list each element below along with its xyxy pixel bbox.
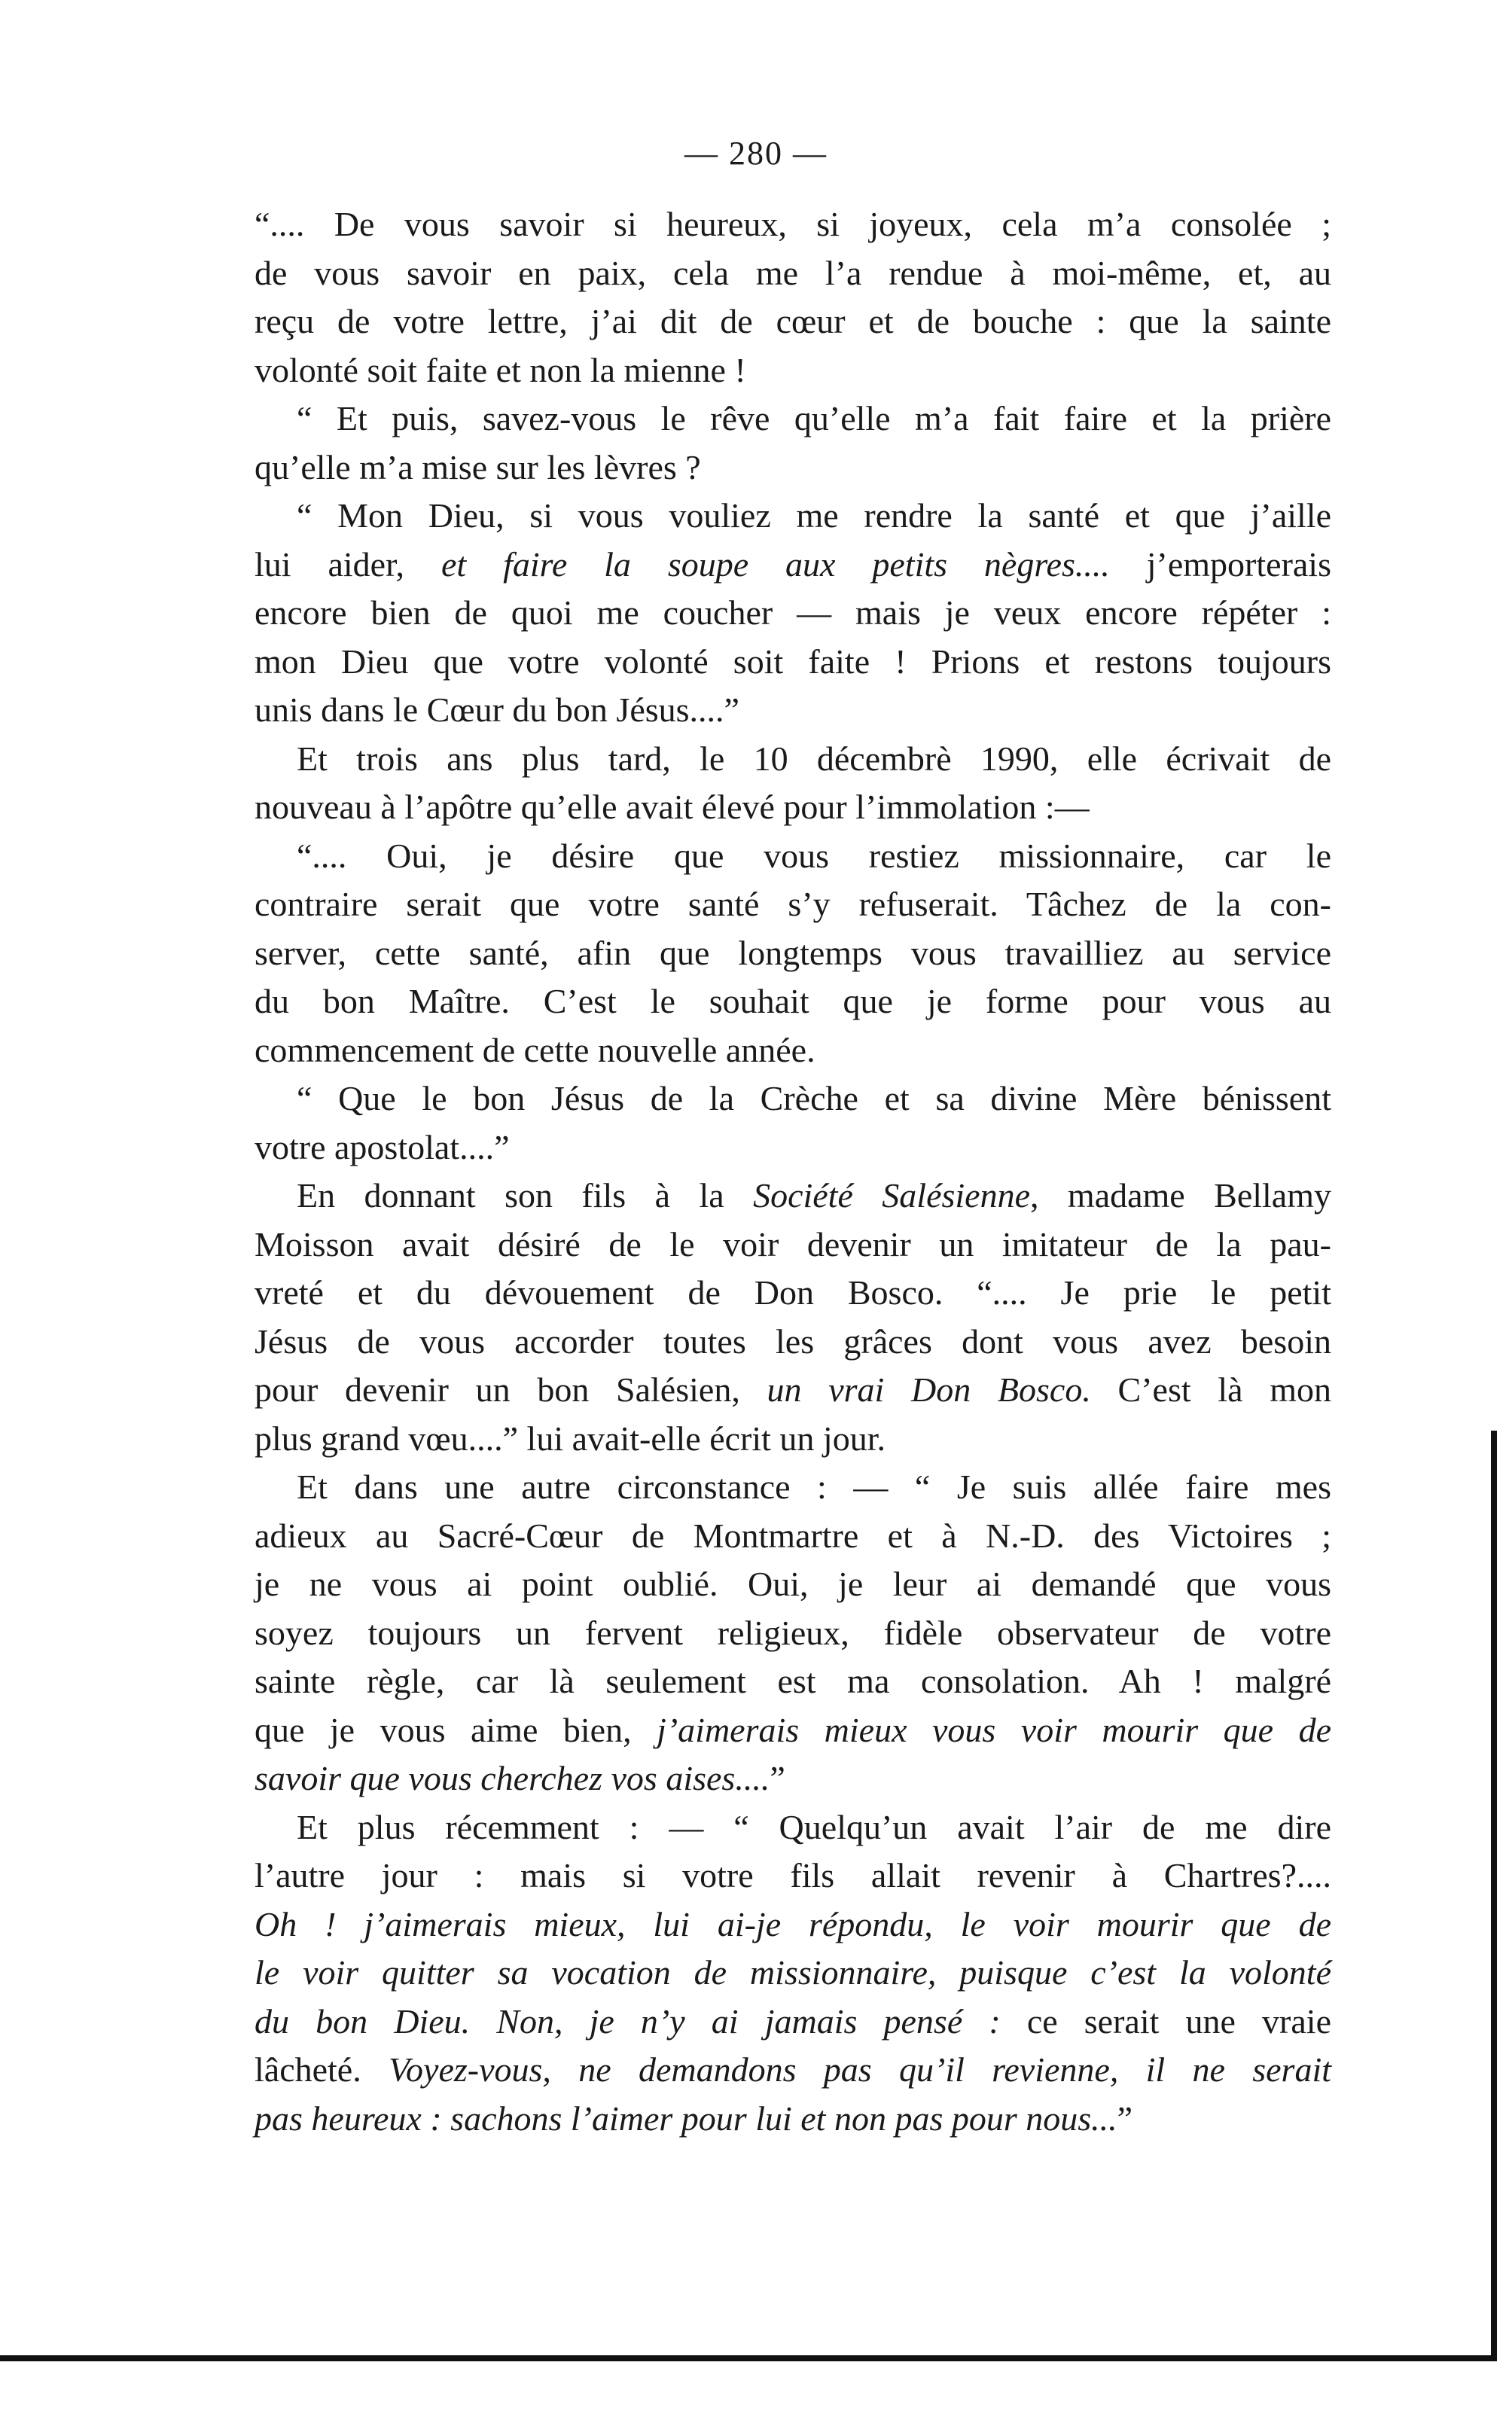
italic-text: un vrai Don Bosco. xyxy=(767,1370,1091,1409)
text-segment: adieux au Sacré-Cœur de Montmartre et à N.-D. des Victoires ; xyxy=(255,1516,1331,1555)
text-segment: lui aider, xyxy=(255,544,441,584)
text-line xyxy=(255,1803,1331,1852)
body-text xyxy=(255,200,1331,2143)
italic-text: Société Salésienne xyxy=(753,1176,1030,1215)
text-segment: du bon Maître. C’est le souhait que je forme pour vous au xyxy=(255,982,1331,1020)
text-line xyxy=(255,1706,1331,1755)
text-line xyxy=(255,1949,1331,1998)
text-segment: encore bien de quoi me coucher — mais je veux encore répéter : xyxy=(255,593,1331,632)
italic-text: pas heureux : sachons l’aimer pour lui et non pas pour nous... xyxy=(255,2099,1117,2138)
text-line xyxy=(255,1463,1331,1512)
text-line xyxy=(255,1560,1331,1609)
text-segment: “ Que le bon Jésus de la Crèche et sa divine Mère bénissent xyxy=(297,1079,1331,1117)
text-line xyxy=(255,1366,1331,1415)
text-line xyxy=(255,395,1331,443)
text-line xyxy=(255,346,1331,395)
text-line xyxy=(255,200,1331,249)
text-segment: “ Et puis, savez-vous le rêve qu’elle m’a fait faire et la prière xyxy=(297,399,1331,437)
text-line xyxy=(255,929,1331,978)
text-segment: server, cette santé, afin que longtemps vous travailliez au service xyxy=(255,933,1331,972)
text-segment: soyez toujours un fervent religieux, fidèle observateur de votre xyxy=(255,1613,1331,1652)
text-segment: plus grand vœu....” lui avait-elle écrit un jour. xyxy=(255,1419,886,1458)
text-segment: unis dans le Cœur du bon Jésus....” xyxy=(255,690,739,729)
italic-text: savoir que vous cherchez vos aises.... xyxy=(255,1759,770,1797)
text-line xyxy=(255,1221,1331,1270)
text-line xyxy=(255,977,1331,1026)
text-segment: Et trois ans plus tard, le 10 décembrè 1990, elle écrivait de xyxy=(297,739,1331,778)
text-line xyxy=(255,1269,1331,1318)
text-segment: lâcheté. xyxy=(255,2050,389,2089)
text-line xyxy=(255,2095,1331,2144)
text-line xyxy=(255,443,1331,492)
italic-text: et faire la soupe aux petits nègres.... xyxy=(440,544,1110,584)
text-segment: pour devenir un bon Salésien, xyxy=(255,1370,767,1409)
text-line xyxy=(255,1754,1331,1803)
text-segment: Et plus récemment : — “ Quelqu’un avait l’air de me dire xyxy=(297,1807,1331,1846)
text-segment: nouveau à l’apôtre qu’elle avait élevé pour l’immolation :— xyxy=(255,788,1090,826)
italic-text: Voyez-vous, ne demandons pas qu’il revienne, il ne serait xyxy=(389,2050,1331,2089)
text-line xyxy=(255,686,1331,735)
text-line xyxy=(255,1900,1331,1949)
text-segment: ce serait une vraie xyxy=(1000,2001,1331,2041)
text-segment: ” xyxy=(770,1759,785,1797)
text-segment: “.... De vous savoir si heureux, si joyeux, cela m’a consolée ; xyxy=(255,205,1331,243)
text-line xyxy=(255,1512,1331,1561)
text-line xyxy=(255,1123,1331,1172)
text-segment: commencement de cette nouvelle année. xyxy=(255,1030,815,1069)
text-segment: j’emporterais xyxy=(1109,544,1331,584)
text-line xyxy=(255,541,1331,590)
text-segment: je ne vous ai point oublié. Oui, je leur ai demandé que vous xyxy=(255,1565,1331,1603)
text-line xyxy=(255,1318,1331,1367)
page-number: — 280 — xyxy=(684,135,828,172)
text-line xyxy=(255,492,1331,541)
text-line xyxy=(255,1609,1331,1658)
text-segment: volonté soit faite et non la mienne ! xyxy=(255,350,746,389)
text-segment: vreté et du dévouement de Don Bosco. “.... Je prie le petit xyxy=(255,1273,1331,1312)
text-segment: sainte règle, car là seulement est ma consolation. Ah ! malgré xyxy=(255,1662,1331,1700)
text-line xyxy=(255,2046,1331,2095)
text-line xyxy=(255,249,1331,298)
italic-text: j’aimerais mieux vous voir mourir que de xyxy=(657,1710,1331,1749)
text-segment: “ Mon Dieu, si vous vouliez me rendre la santé et que j’aille xyxy=(297,496,1331,535)
text-segment: Jésus de vous accorder toutes les grâces dont vous avez besoin xyxy=(255,1321,1331,1361)
text-line xyxy=(255,880,1331,929)
text-segment: Moisson avait désiré de le voir devenir un imitateur de la pau- xyxy=(255,1224,1331,1263)
bottom-margin-rule xyxy=(0,2355,1495,2361)
text-segment: ” xyxy=(1117,2099,1133,2138)
text-line xyxy=(255,589,1331,638)
text-line xyxy=(255,783,1331,832)
text-line xyxy=(255,638,1331,687)
text-segment: Et dans une autre circonstance : — “ Je suis allée faire mes xyxy=(297,1468,1331,1506)
right-margin-rule xyxy=(1491,1431,1497,2361)
text-segment: “.... Oui, je désire que vous restiez missionnaire, car le xyxy=(297,836,1331,875)
text-line xyxy=(255,1415,1331,1464)
text-line xyxy=(255,1074,1331,1123)
text-line xyxy=(255,1172,1331,1221)
text-segment: votre apostolat....” xyxy=(255,1127,510,1166)
text-segment: En donnant son fils à la xyxy=(297,1176,754,1215)
text-segment: mon Dieu que votre volonté soit faite ! Prions et restons toujours xyxy=(255,642,1331,681)
text-segment: l’autre jour : mais si votre fils allait revenir à Chartres?.... xyxy=(255,1856,1331,1894)
text-line xyxy=(255,832,1331,881)
text-line xyxy=(255,1998,1331,2047)
text-segment: reçu de votre lettre, j’ai dit de cœur et de bouche : que la sainte xyxy=(255,302,1331,340)
text-line xyxy=(255,735,1331,784)
text-line xyxy=(255,297,1331,346)
text-line xyxy=(255,1852,1331,1900)
text-segment: , madame Bellamy xyxy=(1030,1176,1331,1215)
text-line xyxy=(255,1657,1331,1706)
text-segment: de vous savoir en paix, cela me l’a rendue à moi-même, et, au xyxy=(255,253,1331,292)
text-segment: contraire serait que votre santé s’y refuserait. Tâchez de la con- xyxy=(255,885,1331,923)
italic-text: Oh ! j’aimerais mieux, lui ai-je répondu, le voir mourir que de xyxy=(255,1904,1331,1943)
text-segment: C’est là mon xyxy=(1090,1370,1331,1409)
italic-text: le voir quitter sa vocation de missionnaire, puisque c’est la volonté xyxy=(255,1953,1331,1992)
text-segment: qu’elle m’a mise sur les lèvres ? xyxy=(255,447,701,486)
text-line xyxy=(255,1026,1331,1075)
italic-text: du bon Dieu. Non, je n’y ai jamais pensé : xyxy=(255,2001,1001,2041)
text-segment: que je vous aime bien, xyxy=(255,1710,657,1749)
